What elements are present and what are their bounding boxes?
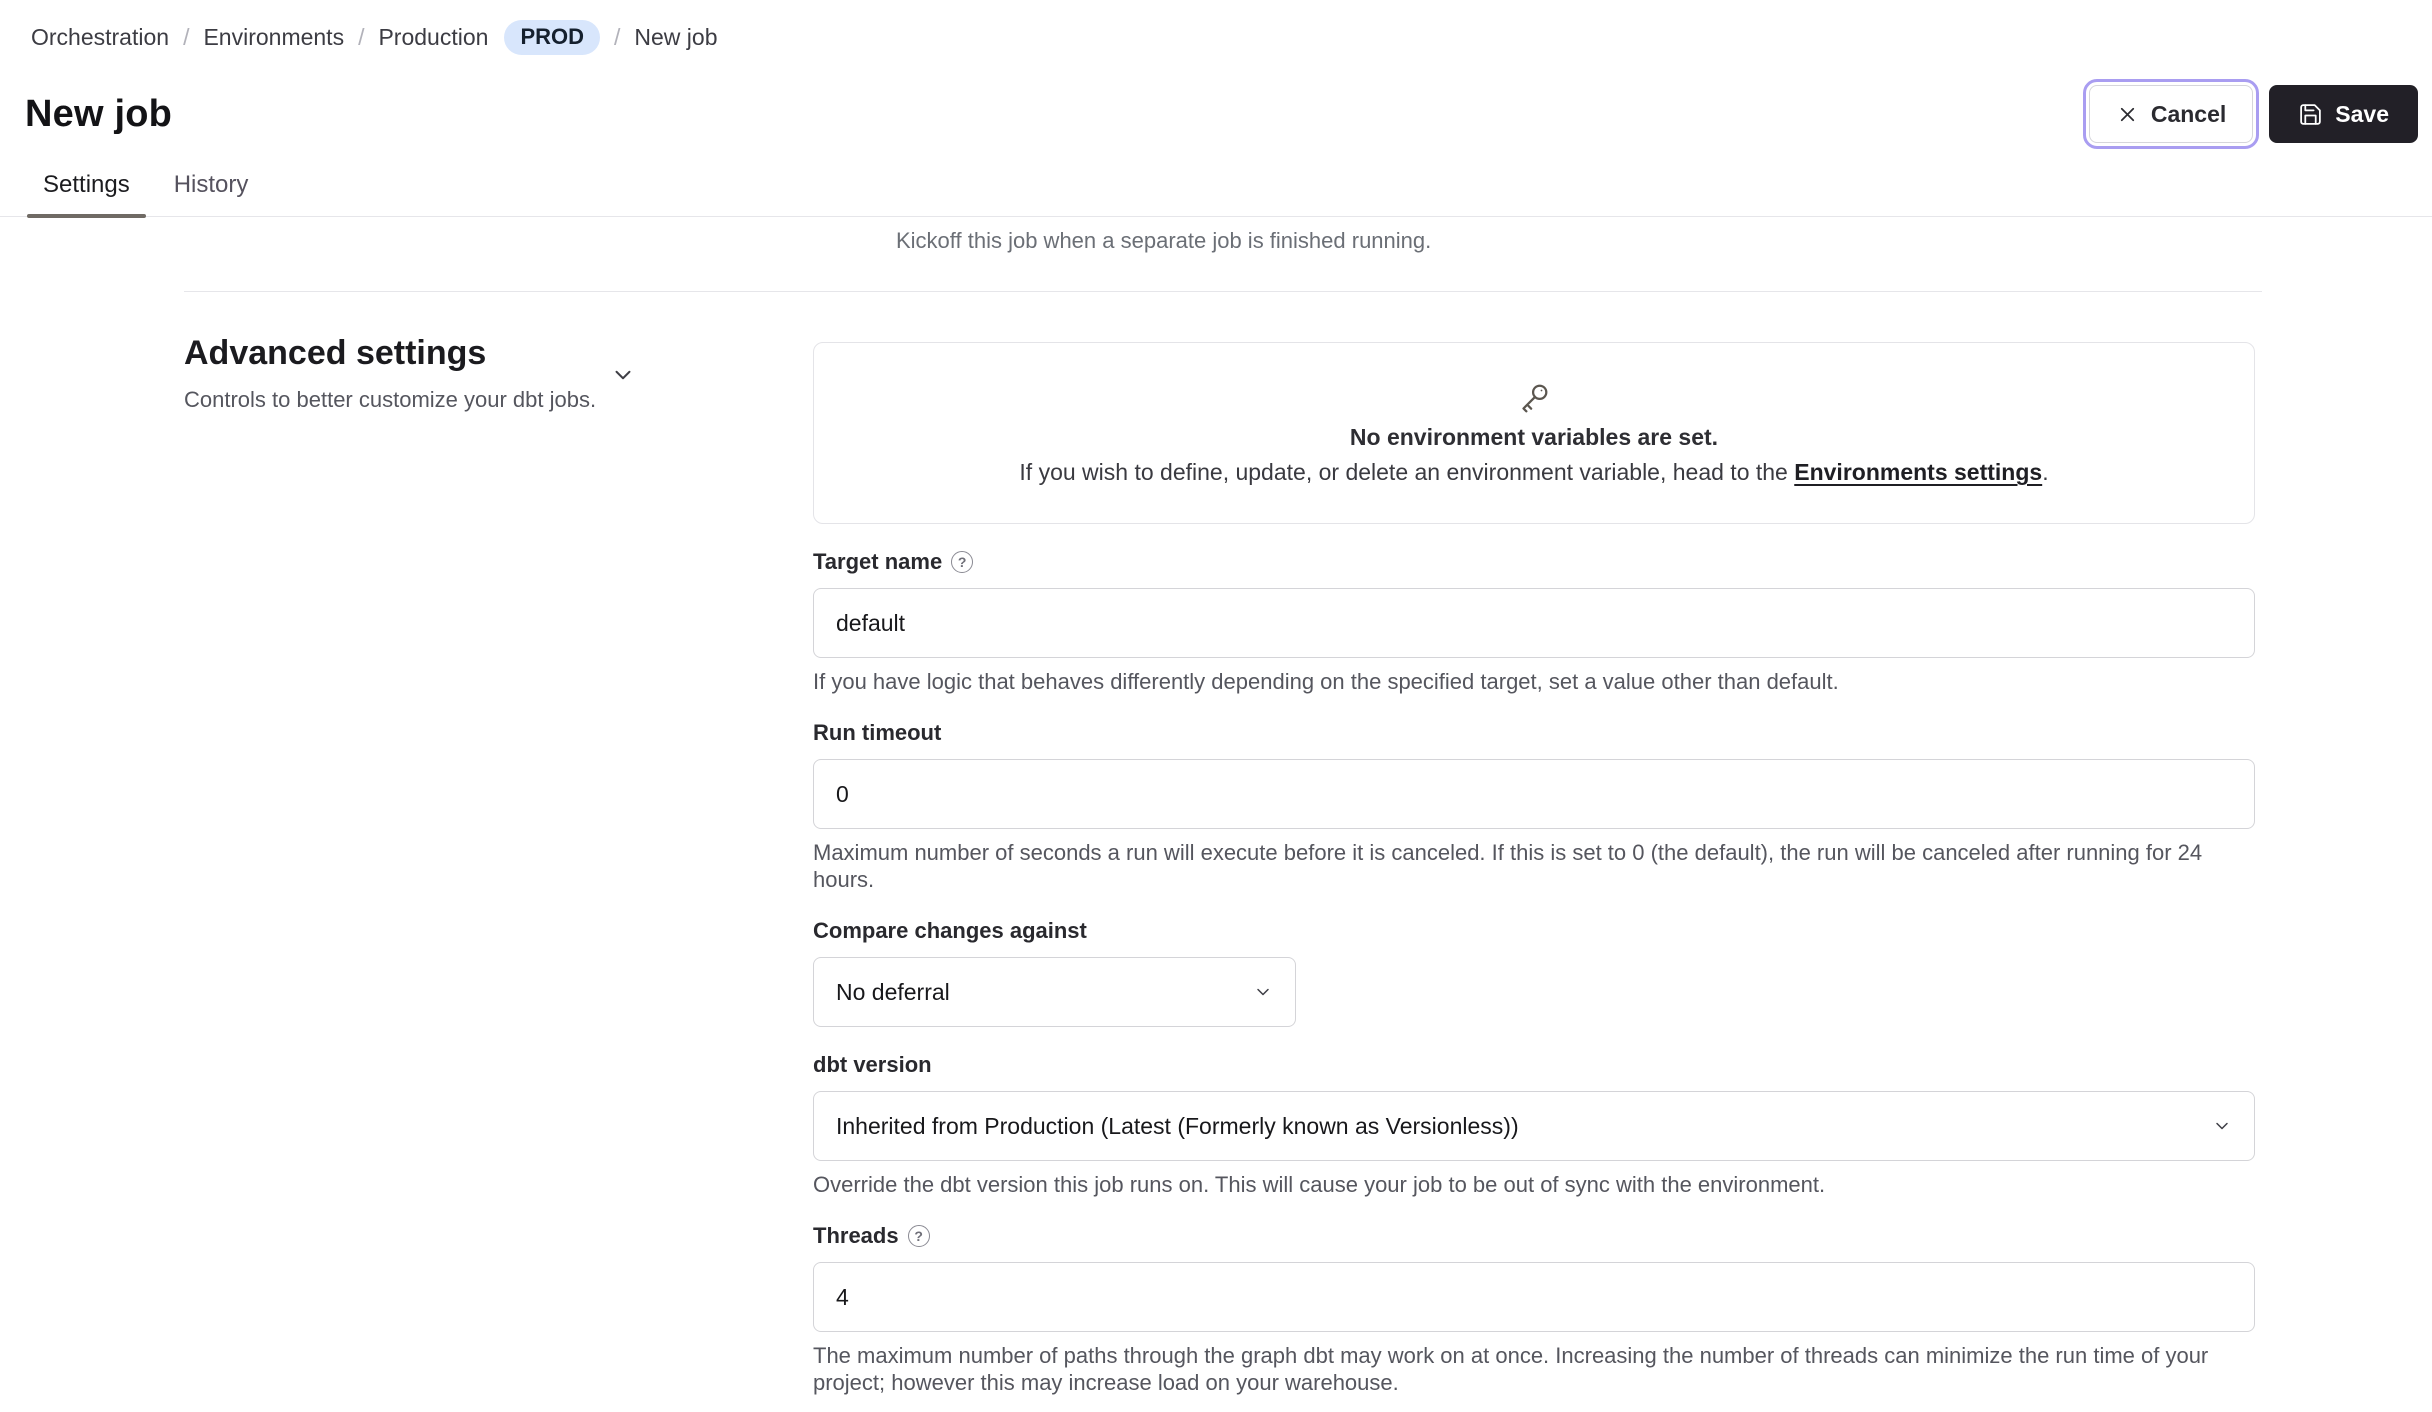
run-timeout-field <box>813 719 2255 893</box>
page-header <box>0 85 2432 143</box>
dbt-version-select[interactable] <box>813 1091 2255 1161</box>
target-name-helper: If you have logic that behaves differently depending on the specified target, set a value other than default. <box>813 669 1839 695</box>
compare-changes-value: No deferral <box>836 978 950 1005</box>
run-timeout-helper: Maximum number of seconds a run will execute before it is canceled. If this is set to 0 (the default), the run will be canceled after running for 24 hours. <box>813 840 2203 893</box>
run-timeout-label-text: Run timeout <box>813 720 942 746</box>
tab-bar <box>0 171 2432 217</box>
dbt-version-value: Inherited from Production (Latest (Formerly known as Versionless)) <box>836 1112 1519 1139</box>
advanced-settings-subtitle: Controls to better customize your dbt jobs. <box>184 387 597 413</box>
chevron-down-icon[interactable] <box>610 362 636 393</box>
help-icon[interactable]: ? <box>951 551 973 573</box>
env-vars-empty-body-suffix: . <box>2042 459 2049 486</box>
environments-settings-link[interactable]: Environments settings <box>1794 459 2043 486</box>
help-icon[interactable]: ? <box>908 1225 930 1247</box>
close-icon <box>2116 103 2139 126</box>
threads-field <box>813 1222 2255 1396</box>
env-vars-empty-title: No environment variables are set. <box>1349 424 1719 451</box>
breadcrumb-environments[interactable]: Environments <box>203 24 345 51</box>
breadcrumb-orchestration[interactable]: Orchestration <box>31 24 170 51</box>
target-name-input[interactable] <box>813 588 2255 658</box>
chevron-down-icon <box>1253 982 1273 1002</box>
env-vars-empty-body-prefix: If you wish to define, update, or delete an environment variable, head to the <box>1019 459 1795 486</box>
chevron-down-icon <box>2212 1116 2232 1136</box>
advanced-settings-form <box>813 292 2255 1396</box>
run-timeout-input[interactable] <box>813 759 2255 829</box>
breadcrumb-current: New job <box>634 24 718 51</box>
prod-badge: PROD <box>504 20 600 55</box>
compare-changes-select[interactable] <box>813 957 1296 1027</box>
dbt-version-label <box>813 1051 2255 1079</box>
advanced-settings-section <box>0 292 2432 1396</box>
advanced-settings-title: Advanced settings <box>184 334 487 373</box>
breadcrumb-production[interactable]: Production <box>378 24 489 51</box>
dbt-version-helper: Override the dbt version this job runs on. This will cause your job to be out of sync with the environment. <box>813 1172 1826 1198</box>
breadcrumb <box>0 0 2432 55</box>
compare-changes-field <box>813 917 2255 1027</box>
kickoff-helper-text: Kickoff this job when a separate job is finished running. <box>896 228 1432 254</box>
threads-label <box>813 1222 2255 1250</box>
env-vars-empty-state <box>813 342 2255 524</box>
header-actions <box>2089 85 2418 143</box>
threads-input[interactable] <box>813 1262 2255 1332</box>
run-timeout-label <box>813 719 2255 747</box>
key-icon <box>1516 380 1552 416</box>
breadcrumb-separator: / <box>358 24 365 51</box>
threads-helper: The maximum number of paths through the graph dbt may work on at once. Increasing the number of threads can minimize the run time of your project; however this may increase load on your warehouse. <box>813 1343 2209 1396</box>
breadcrumb-separator: / <box>614 24 621 51</box>
target-name-field <box>813 548 2255 695</box>
target-name-label-text: Target name <box>813 549 943 575</box>
tab-settings[interactable]: Settings <box>27 171 146 216</box>
advanced-settings-header <box>184 292 813 1396</box>
compare-changes-label-text: Compare changes against <box>813 918 1087 944</box>
env-vars-empty-body <box>1019 459 2048 486</box>
page-title: New job <box>25 92 173 135</box>
save-button-label: Save <box>2335 100 2389 127</box>
dbt-version-label-text: dbt version <box>813 1052 932 1078</box>
cancel-button-label: Cancel <box>2150 100 2227 127</box>
cancel-button[interactable] <box>2089 85 2253 143</box>
compare-changes-label <box>813 917 2255 945</box>
dbt-version-field <box>813 1051 2255 1198</box>
threads-label-text: Threads <box>813 1223 899 1249</box>
save-button[interactable] <box>2269 85 2418 143</box>
target-name-label <box>813 548 2255 576</box>
breadcrumb-separator: / <box>183 24 190 51</box>
tab-history[interactable]: History <box>173 171 249 199</box>
save-icon <box>2298 102 2323 127</box>
